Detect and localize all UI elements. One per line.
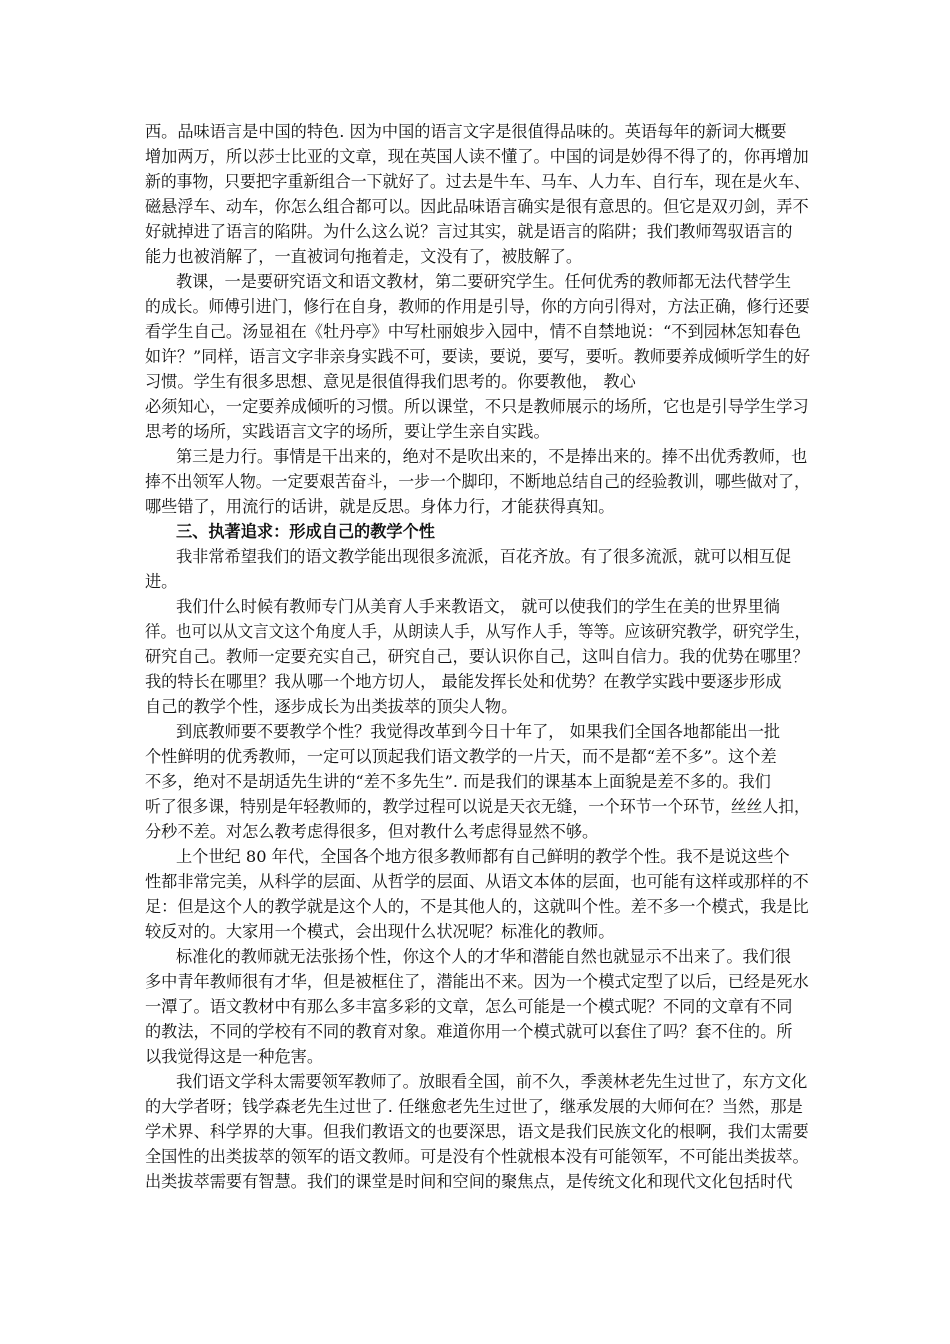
text-line: 出类拔萃需要有智慧。我们的课堂是时间和空间的聚焦点，是传统文化和现代文化包括时代 bbox=[145, 1172, 793, 1191]
text-line: 的成长。师傅引进门，修行在自身，教师的作用是引导，你的方向引得对，方法正确，修行还要 bbox=[145, 297, 810, 316]
paragraph-first-line: 标准化的教师就无法张扬个性，你这个人的才华和潜能自然也就显示不出来了。我们很 bbox=[176, 947, 792, 966]
paragraph-first-line: 第三是力行。事情是干出来的，绝对不是吹出来的，不是捧出来的。捧不出优秀教师，也 bbox=[176, 447, 808, 466]
text-line: 性都非常完美，从科学的层面、从哲学的层面、从语文本体的层面，也可能有这样或那样的不 bbox=[145, 872, 809, 891]
text-line: 不多，绝对不是胡适先生讲的“差不多先生”. 而是我们的课基本上面貌是差不多的。我们 bbox=[145, 772, 771, 791]
text-line: 的大学者呀；钱学森老先生过世了. 任继愈老先生过世了，继承发展的大师何在？当然，那是 bbox=[145, 1097, 803, 1116]
paragraph-first-line: 到底教师要不要教学个性？我觉得改革到今日十年了， 如果我们全国各地都能出一批 bbox=[176, 722, 781, 741]
text-line: 如许？”同样，语言文字非亲身实践不可，要读，要说，要写，要听。教师要养成倾听学生的好 bbox=[145, 347, 810, 366]
text-line: 新的事物，只要把字重新组合一下就好了。过去是牛车、马车、人力车、自行车，现在是火车、 bbox=[145, 172, 810, 191]
paragraph-first-line: 我们语文学科太需要领军教师了。放眼看全国，前不久，季羡林老先生过世了，东方文化 bbox=[176, 1072, 808, 1091]
text-line: 捧不出领军人物。一定要艰苦奋斗，一步一个脚印，不断地总结自己的经验教训，哪些做对了， bbox=[145, 472, 810, 491]
paragraph-first-line: 教课，一是要研究语文和语文教材，第二要研究学生。任何优秀的教师都无法代替学生 bbox=[176, 272, 792, 291]
text-line: 研究自己。教师一定要充实自己，研究自己，要认识你自己，这叫自信力。我的优势在哪里？ bbox=[145, 647, 809, 666]
text-line: 足：但是这个人的教学就是这个人的，不是其他人的，这就叫个性。差不多一个模式，我是比 bbox=[145, 897, 809, 916]
text-line: 西。品味语言是中国的特色. 因为中国的语言文字是很值得品味的。英语每年的新词大概要 bbox=[145, 122, 787, 141]
text-line: 我的特长在哪里？我从哪一个地方切人， 最能发挥长处和优势？在教学实践中要逐步形成 bbox=[145, 672, 782, 691]
text-line: 增加两万，所以莎士比亚的文章，现在英国人读不懂了。中国的词是妙得不得了的，你再增加 bbox=[145, 147, 809, 166]
paragraph-first-line: 我们什么时候有教师专门从美育人手来教语文， 就可以使我们的学生在美的世界里徜 bbox=[176, 597, 781, 616]
text-line: 磁悬浮车、动车，你怎么组合都可以。因此品味语言确实是很有意思的。但它是双刃剑，弄不 bbox=[145, 197, 809, 216]
text-line: 必须知心，一定要养成倾听的习惯。所以课堂，不只是教师展示的场所，它也是引导学生学习 bbox=[145, 397, 809, 416]
text-line: 多中青年教师很有才华，但是被框住了，潜能出不来。因为一个模式定型了以后，已经是死水 bbox=[145, 972, 809, 991]
text-line: 听了很多课，特别是年轻教师的，教学过程可以说是天衣无缝，一个环节一个环节，丝丝人扣， bbox=[145, 797, 810, 816]
text-line: 哪些错了，用流行的话讲，就是反思。身体力行，才能获得真知。 bbox=[145, 497, 615, 516]
text-line: 一潭了。语文教材中有那么多丰富多彩的文章，怎么可能是一个模式呢？不同的文章有不同 bbox=[145, 997, 793, 1016]
text-line: 徉。也可以从文言文这个角度人手，从朗读人手，从写作人手，等等。应该研究教学，研究学生， bbox=[145, 622, 811, 641]
paragraph-first-line: 上个世纪 80 年代，全国各个地方很多教师都有自己鲜明的教学个性。我不是说这些个 bbox=[176, 847, 790, 866]
text-line: 学术界、科学界的大事。但我们教语文的也要深思，语文是我们民族文化的根啊，我们太需要 bbox=[145, 1122, 809, 1141]
text-line: 思考的场所，实践语言文字的场所，要让学生亲自实践。 bbox=[145, 422, 550, 441]
text-line: 好就掉进了语言的陷阱。为什么这么说？言过其实，就是语言的陷阱；我们教师驾驭语言的 bbox=[145, 222, 793, 241]
text-line: 能力也被消解了，一直被词句拖着走，文没有了，被肢解了。 bbox=[145, 247, 583, 266]
text-line: 以我觉得这是一种危害。 bbox=[145, 1047, 324, 1066]
text-line: 进。 bbox=[145, 572, 178, 591]
text-line: 分秒不差。对怎么教考虑得很多，但对教什么考虑得显然不够。 bbox=[145, 822, 599, 841]
text-line: 自己的教学个性，逐步成长为出类拔萃的顶尖人物。 bbox=[145, 697, 518, 716]
text-line: 看学生自己。汤显祖在《牡丹亭》中写杜丽娘步入园中，情不自禁地说：“不到园林怎知春色 bbox=[145, 322, 801, 341]
paragraph-first-line: 我非常希望我们的语文教学能出现很多流派，百花齐放。有了很多流派，就可以相互促 bbox=[176, 547, 792, 566]
text-line: 个性鲜明的优秀教师，一定可以顶起我们语文教学的一片天，而不是都“差不多”。这个差 bbox=[145, 747, 777, 766]
text-line: 较反对的。大家用一个模式，会出现什么状况呢？标准化的教师。 bbox=[145, 922, 615, 941]
text-line: 习惯。学生有很多思想、意见是很值得我们思考的。你要教他， 教心 bbox=[145, 372, 636, 391]
section-heading: 三、执著追求：形成自己的教学个性 bbox=[176, 522, 435, 541]
text-line: 全国性的出类拔萃的领军的语文教师。可是没有个性就根本没有可能领军，不可能出类拔萃。 bbox=[145, 1147, 809, 1166]
text-line: 的教法，不同的学校有不同的教育对象。难道你用一个模式就可以套住了吗？套不住的。所 bbox=[145, 1022, 793, 1041]
